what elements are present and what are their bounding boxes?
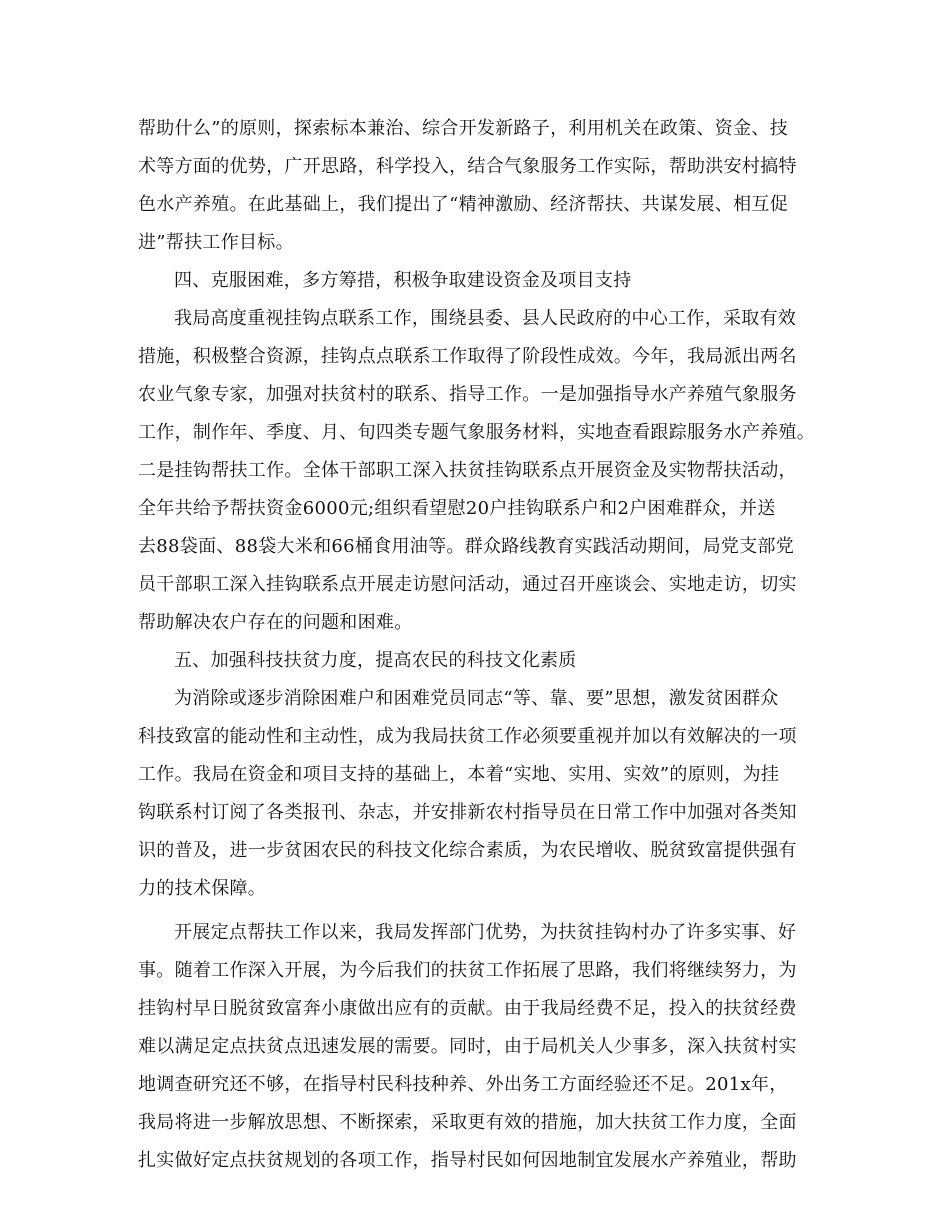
section-heading: 五、加强科技扶贫力度，提高农民的科技文化素质: [174, 650, 577, 671]
text-line: 我局将进一步解放思想、不断探索，采取更有效的措施，加大扶贫工作力度，全面: [138, 1112, 797, 1133]
text-line: 去88袋面、88袋大米和66桶食用油等。群众路线教育实践活动期间，局党支部党: [138, 536, 795, 557]
text-line: 色水产养殖。在此基础上，我们提出了“精神激励、经济帮扶、共谋发展、相互促: [138, 194, 788, 215]
text-line: 力的技术保障。: [138, 878, 267, 899]
text-line: 识的普及，进一步贫困农民的科技文化综合素质，为农民增收、脱贫致富提供强有: [138, 840, 797, 861]
text-line: 术等方面的优势，广开思路，科学投入，结合气象服务工作实际，帮助洪安村搞特: [138, 156, 797, 177]
text-line: 地调查研究还不够，在指导村民科技种养、外出务工方面经验还不足。201x年，: [138, 1074, 788, 1095]
text-line: 员干部职工深入挂钩联系点开展走访慰问活动，通过召开座谈会、实地走访，切实: [138, 574, 797, 595]
text-line: 为消除或逐步消除困难户和困难党员同志“等、靠、要”思想，激发贫困群众: [174, 688, 779, 709]
text-line: 挂钩村早日脱贫致富奔小康做出应有的贡献。由于我局经费不足，投入的扶贫经费: [138, 998, 797, 1019]
text-line: 科技致富的能动性和主动性，成为我局扶贫工作必须要重视并加以有效解决的一项: [138, 726, 797, 747]
text-line: 帮助什么”的原则，探索标本兼治、综合开发新路子，利用机关在政策、资金、技: [138, 118, 788, 139]
section-heading: 四、克服困难，多方筹措，积极争取建设资金及项目支持: [174, 270, 632, 291]
text-line: 二是挂钩帮扶工作。全体干部职工深入扶贫挂钩联系点开展资金及实物帮扶活动，: [138, 460, 797, 481]
text-line: 工作。我局在资金和项目支持的基础上，本着“实地、实用、实效”的原则，为挂: [138, 764, 780, 785]
text-line: 工作，制作年、季度、月、旬四类专题气象服务材料，实地查看跟踪服务水产养殖。: [138, 422, 816, 443]
text-line: 难以满足定点扶贫点迅速发展的需要。同时，由于局机关人少事多，深入扶贫村实: [138, 1036, 797, 1057]
text-line: 事。随着工作深入开展，为今后我们的扶贫工作拓展了思路，我们将继续努力，为: [138, 960, 797, 981]
text-line: 我局高度重视挂钩点联系工作，围绕县委、县人民政府的中心工作，采取有效: [174, 308, 797, 329]
text-line: 钩联系村订阅了各类报刊、杂志，并安排新农村指导员在日常工作中加强对各类知: [138, 802, 797, 823]
text-line: 扎实做好定点扶贫规划的各项工作，指导村民如何因地制宜发展水产养殖业，帮助: [138, 1150, 797, 1171]
text-line: 开展定点帮扶工作以来，我局发挥部门优势，为扶贫挂钩村办了许多实事、好: [174, 922, 797, 943]
text-line: 农业气象专家，加强对扶贫村的联系、指导工作。一是加强指导水产养殖气象服务: [138, 384, 797, 405]
text-line: 措施，积极整合资源，挂钩点点联系工作取得了阶段性成效。今年，我局派出两名: [138, 346, 797, 367]
text-line: 进”帮扶工作目标。: [138, 232, 294, 253]
text-line: 帮助解决农户存在的问题和困难。: [138, 612, 413, 633]
text-line: 全年共给予帮扶资金6000元;组织看望慰20户挂钩联系户和2户困难群众，并送: [138, 498, 776, 519]
